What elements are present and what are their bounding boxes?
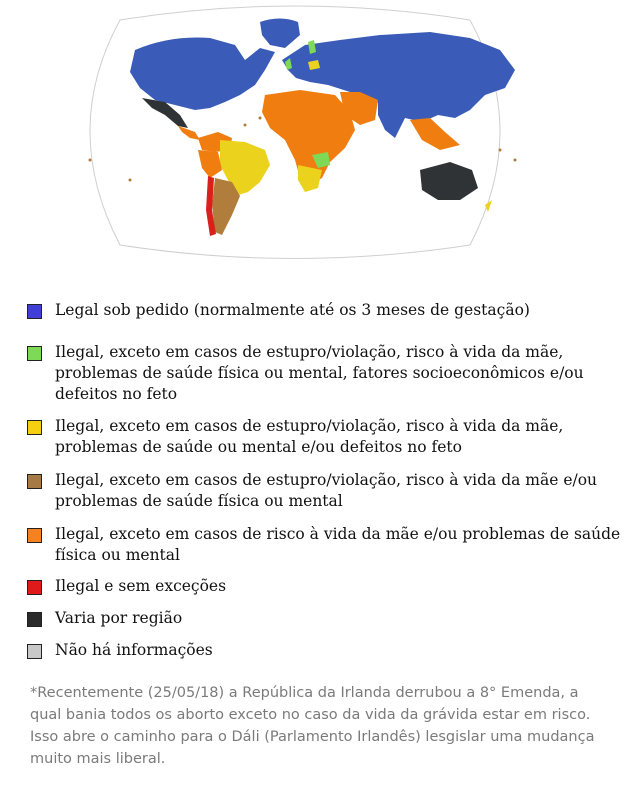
legend-swatch	[27, 420, 42, 435]
legend-label: Ilegal e sem exceções	[55, 577, 227, 595]
legend-label: Ilegal, exceto em casos de risco à vida da mãe e/ou problemas de saúde física ou mental	[55, 525, 621, 564]
legend-swatch	[27, 304, 42, 319]
legend-label: Ilegal, exceto em casos de estupro/violação, risco à vida da mãe, problemas de saúde física ou mental, fatores socioeconômicos e/ou defeitos no feto	[55, 343, 584, 403]
legend-swatch	[27, 612, 42, 627]
legend-label: Ilegal, exceto em casos de estupro/violação, risco à vida da mãe e/ou problemas de saúde física ou mental	[55, 471, 598, 510]
legend-label: Ilegal, exceto em casos de estupro/violação, risco à vida da mãe, problemas de saúde ou mental e/ou defeitos no feto	[55, 417, 564, 456]
footnote: *Recentemente (25/05/18) a República da Irlanda derrubou a 8° Emenda, a qual bania todos os aborto exceto no caso da vida da grávida estar em risco. Isso abre o caminho para o Dáli (Parlamento Irlandês) lesgislar uma mudança muito mais liberal.	[30, 685, 595, 767]
legend-swatch	[27, 580, 42, 595]
world-map	[60, 0, 530, 265]
legend-label: Legal sob pedido (normalmente até os 3 meses de gestação)	[55, 301, 530, 319]
legend-label: Varia por região	[55, 609, 183, 627]
legend-label: Não há informações	[55, 641, 213, 659]
legend-swatch	[27, 474, 42, 489]
legend-swatch	[27, 644, 42, 659]
legend-swatch	[27, 528, 42, 543]
legend-swatch	[27, 346, 42, 361]
